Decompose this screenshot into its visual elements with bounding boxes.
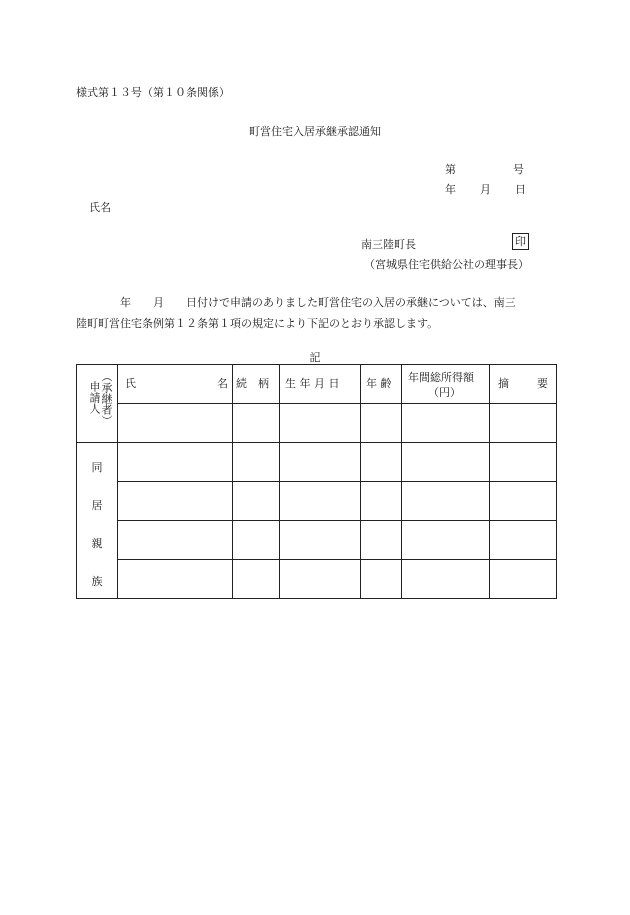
body-text — [76, 292, 556, 334]
family-birth-cell[interactable] — [280, 521, 361, 560]
document-number-suffix: 号 — [513, 163, 524, 176]
applicant-age-cell[interactable] — [361, 404, 402, 443]
detail-table — [76, 364, 557, 599]
date-day-label: 日 — [515, 183, 526, 196]
applicant-name-cell[interactable] — [118, 404, 233, 443]
header-name — [118, 365, 233, 404]
family-birth-cell[interactable] — [280, 443, 361, 482]
form-number: 様式第１３号（第１０条関係） — [76, 86, 230, 99]
family-relation-cell[interactable] — [233, 521, 280, 560]
family-note-cell[interactable] — [490, 521, 557, 560]
header-note — [490, 365, 557, 404]
applicant-birth-cell[interactable] — [280, 404, 361, 443]
family-name-cell[interactable] — [118, 443, 233, 482]
family-note-cell[interactable] — [490, 482, 557, 521]
issuer-name: 南三陸町長 — [361, 238, 416, 251]
header-age-label: 年 齢 — [366, 377, 392, 390]
body-text-line-1: 年 月 日付けで申請のありました町営住宅の入居の承継については、南三 — [76, 296, 516, 309]
family-note-cell[interactable] — [490, 443, 557, 482]
document-number-label: 第 — [445, 163, 456, 176]
applicant-sub-label: （承継者） — [100, 371, 113, 426]
header-relation — [233, 365, 280, 404]
family-note-cell[interactable] — [490, 560, 557, 599]
family-name-cell[interactable] — [118, 482, 233, 521]
header-name-b: 名 — [217, 377, 228, 390]
header-age — [361, 365, 402, 404]
header-income-a: 年間総所得額 — [408, 371, 474, 384]
family-relation-cell[interactable] — [233, 443, 280, 482]
ki-label: 記 — [309, 351, 321, 364]
issuer-subtitle: （宮城県住宅供給公社の理事長） — [364, 258, 529, 271]
family-name-cell[interactable] — [118, 521, 233, 560]
family-birth-cell[interactable] — [280, 482, 361, 521]
document-title: 町営住宅入居承継承認通知 — [249, 125, 381, 138]
header-relation-label: 続 柄 — [236, 377, 269, 390]
header-birth-label: 生 年 月 日 — [285, 377, 340, 390]
family-label-cell — [77, 443, 118, 599]
family-char-2: 居 — [91, 499, 103, 512]
date-year-label: 年 — [445, 183, 456, 196]
family-name-cell[interactable] — [118, 560, 233, 599]
applicant-label-cell — [77, 365, 118, 443]
family-row — [77, 521, 557, 560]
family-row — [77, 443, 557, 482]
applicant-label: 申請人 — [88, 381, 101, 414]
date-month-label: 月 — [480, 183, 491, 196]
applicant-note-cell[interactable] — [490, 404, 557, 443]
family-age-cell[interactable] — [361, 560, 402, 599]
header-birth — [280, 365, 361, 404]
header-note-a: 摘 — [498, 377, 509, 390]
table-header-row — [77, 365, 557, 404]
family-age-cell[interactable] — [361, 521, 402, 560]
family-relation-cell[interactable] — [233, 482, 280, 521]
recipient-name-label: 氏名 — [89, 201, 111, 214]
family-income-cell[interactable] — [402, 560, 490, 599]
seal-stamp-box: 印 — [512, 233, 529, 250]
header-income — [402, 365, 490, 404]
family-income-cell[interactable] — [402, 521, 490, 560]
header-note-b: 要 — [537, 377, 548, 390]
family-char-4: 族 — [91, 575, 103, 588]
applicant-relation-cell[interactable] — [233, 404, 280, 443]
header-income-b: （円） — [428, 386, 461, 399]
applicant-row — [77, 404, 557, 443]
family-income-cell[interactable] — [402, 482, 490, 521]
header-name-a: 氏 — [125, 377, 136, 390]
family-birth-cell[interactable] — [280, 560, 361, 599]
family-char-3: 親 — [91, 537, 103, 550]
family-income-cell[interactable] — [402, 443, 490, 482]
applicant-income-cell[interactable] — [402, 404, 490, 443]
body-text-line-2: 陸町町営住宅条例第１２条第１項の規定により下記のとおり承認します。 — [76, 317, 439, 330]
family-age-cell[interactable] — [361, 443, 402, 482]
family-row — [77, 482, 557, 521]
family-relation-cell[interactable] — [233, 560, 280, 599]
family-row — [77, 560, 557, 599]
family-char-1: 同 — [91, 461, 103, 474]
family-age-cell[interactable] — [361, 482, 402, 521]
